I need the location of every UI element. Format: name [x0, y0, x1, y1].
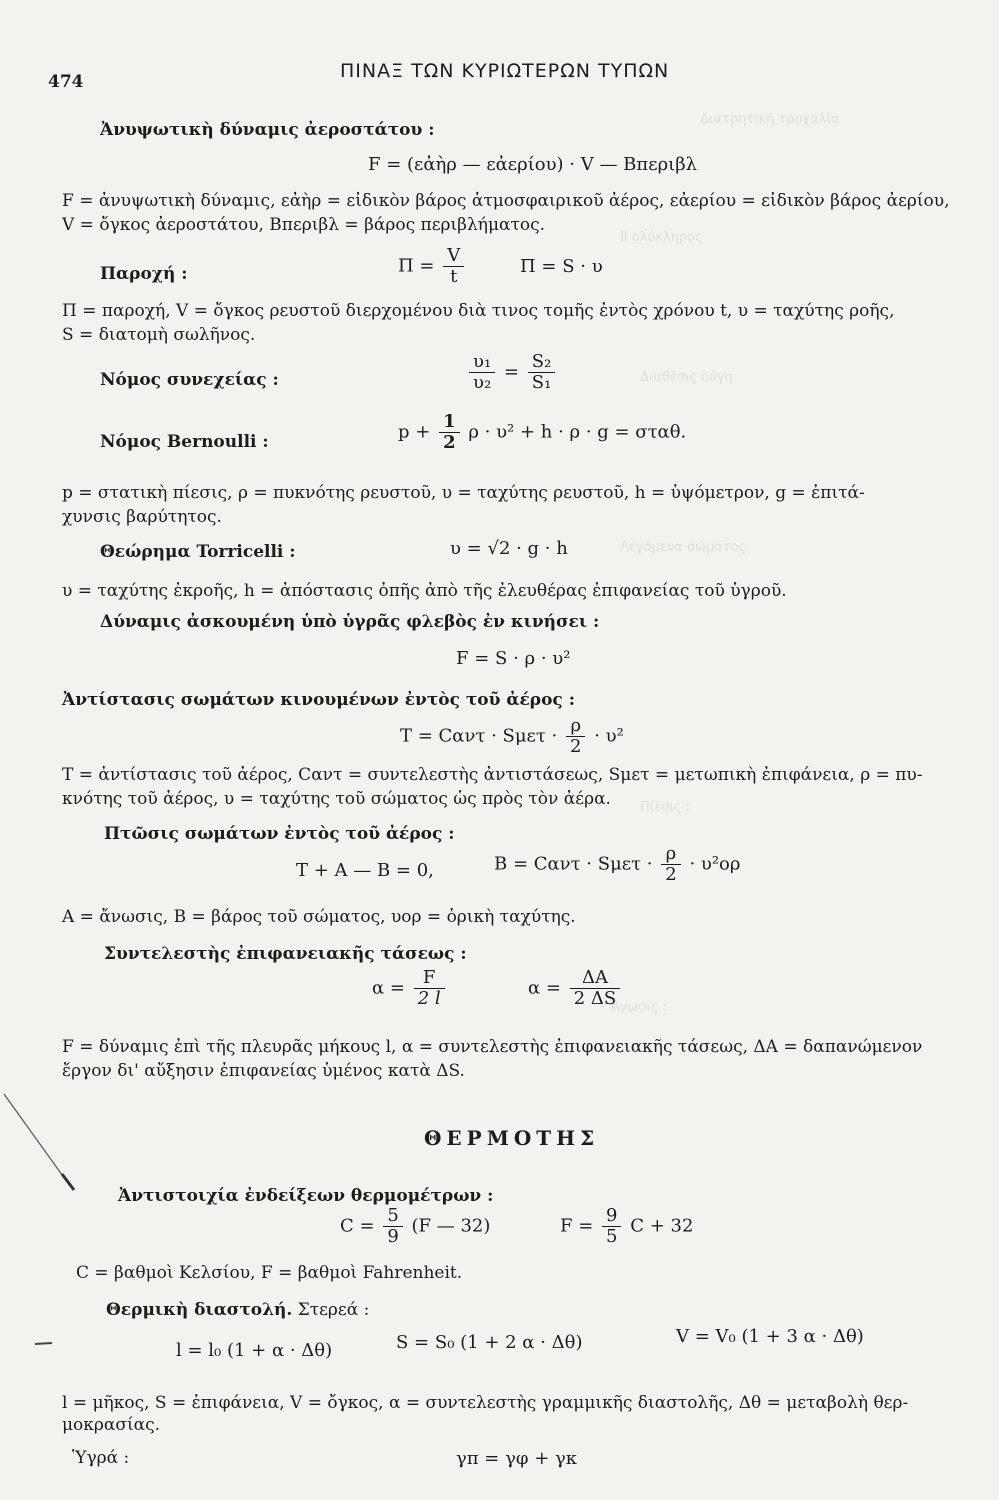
surface-formula-2-lhs: α =: [528, 977, 561, 999]
expansion-definition-line-1: l = μῆκος, S = ἐπιφάνεια, V = ὄγκος, α = συντελεστὴς γραμμικῆς διαστολῆς, Δθ = μεταβολὴ θερ-: [62, 1393, 909, 1413]
denominator: 2: [443, 432, 456, 453]
volume-expansion-formula: V = V₀ (1 + 3 α · Δθ): [676, 1326, 864, 1347]
fraction: [443, 246, 464, 287]
pencil-dash-icon: [34, 1340, 54, 1348]
surface-tension-heading: Συντελεστὴς ἐπιφανειακῆς τάσεως :: [104, 944, 467, 964]
buoyancy-definition-line-2: V = ὄγκος ἀεροστάτου, Bπεριβλ = βάρος περιβλήματος.: [62, 215, 546, 235]
drag-definition-line-2: κνότης τοῦ ἀέρος, υ = ταχύτης τοῦ σώματος ὡς πρὸς τὸν ἀέρα.: [62, 789, 611, 809]
celsius-formula: [340, 1206, 490, 1247]
flow-definition-line-2: S = διατομὴ σωλῆνος.: [62, 325, 256, 345]
flow-formula-1: [398, 246, 467, 287]
bernoulli-heading: Νόμος Bernoulli :: [100, 432, 269, 452]
fall-formula-2-suffix: · υ²ορ: [689, 853, 741, 875]
equals-sign: =: [503, 361, 519, 383]
fraction: [439, 412, 460, 453]
flow-definition-line-1: Π = παροχή, V = ὄγκος ρευστοῦ διερχομένου διὰ τινος τομῆς ἐντὸς χρόνου t, υ = ταχύτης ροῆς,: [62, 301, 895, 321]
linear-expansion-formula: l = l₀ (1 + α · Δθ): [176, 1340, 333, 1361]
fall-formula-2: [494, 844, 740, 885]
fraction: [469, 352, 495, 393]
running-title: ΠΙΝΑΞ ΤΩΝ ΚΥΡΙΩΤΕΡΩΝ ΤΥΠΩΝ: [340, 60, 670, 82]
torricelli-formula: υ = √2 · g · h: [450, 538, 568, 559]
celsius-formula-suffix: (F — 32): [411, 1215, 491, 1237]
bernoulli-formula-prefix: p +: [398, 421, 431, 443]
numerator: ρ: [661, 844, 680, 865]
torricelli-heading: Θεώρημα Torricelli :: [100, 542, 296, 562]
denominator: 2: [570, 736, 582, 757]
celsius-formula-lhs: C =: [340, 1215, 375, 1237]
page-number: 474: [48, 72, 84, 92]
fraction: [661, 844, 680, 885]
fraction: [570, 968, 621, 1009]
buoyancy-definition-line-1: F = ἀνυψωτικὴ δύναμις, εἀὴρ = εἰδικὸν βάρος ἀτμοσφαιρικοῦ ἀέρος, εἀερίου = εἰδικὸν βάρος ἀερίου,: [62, 191, 950, 211]
bleed-through: Διαθέσις ούγη: [640, 370, 733, 385]
fraction: [414, 968, 445, 1009]
denominator: 2 ΔS: [573, 988, 617, 1009]
numerator: 9: [602, 1206, 621, 1227]
numerator: V: [443, 246, 464, 267]
bleed-through: Διατρητικὴ τροχαλία: [700, 112, 840, 127]
liquids-formula: γπ = γφ + γκ: [456, 1448, 578, 1469]
drag-definition-line-1: T = ἀντίστασις τοῦ ἀέρος, Cαντ = συντελεστὴς ἀντιστάσεως, Sμετ = μετωπικὴ ἐπιφάνεια, ρ = πυ-: [62, 765, 923, 785]
pencil-mark-icon: [0, 1090, 110, 1200]
numerator: 1: [439, 412, 460, 433]
surface-formula-1-lhs: α =: [372, 977, 405, 999]
section-title: ΘΕΡΜΟΤΗΣ: [424, 1126, 600, 1150]
drag-formula: [400, 716, 624, 757]
bernoulli-formula-suffix: ρ · υ² + h · ρ · g = σταθ.: [468, 421, 687, 443]
denominator: 5: [606, 1226, 618, 1247]
jet-formula: F = S · ρ · υ²: [456, 648, 571, 669]
continuity-heading: Νόμος συνεχείας :: [100, 370, 279, 390]
bernoulli-formula: [398, 412, 686, 453]
numerator: F: [414, 968, 445, 989]
buoyancy-formula: F = (εἀὴρ — εἀερίου) · V — Bπεριβλ: [368, 154, 698, 175]
surface-tension-formula-1: [372, 968, 448, 1009]
fahrenheit-formula-suffix: C + 32: [630, 1215, 694, 1237]
numerator: S₂: [528, 352, 556, 373]
fall-definition: A = ἄνωσις, B = βάρος τοῦ σώματος, υορ = ὁρικὴ ταχύτης.: [62, 907, 576, 927]
fraction: [528, 352, 556, 393]
fraction: [602, 1206, 621, 1247]
fraction: [566, 716, 585, 757]
torricelli-definition: υ = ταχύτης ἐκροῆς, h = ἀπόστασις ὀπῆς ἀπὸ τῆς ἐλευθέρας ἐπιφανείας τοῦ ὑγροῦ.: [62, 581, 787, 601]
thermometers-heading: Ἀντιστοιχία ἐνδείξεων θερμομέτρων :: [118, 1186, 494, 1206]
bleed-through: Λεγόμενα σώματος: [620, 540, 747, 555]
fraction: [383, 1206, 402, 1247]
numerator: ΔA: [570, 968, 621, 989]
bernoulli-definition-line-2: χυνσις βαρύτητος.: [62, 507, 222, 527]
numerator: υ₁: [469, 352, 495, 373]
flow-formula-1-lhs: Π =: [398, 255, 435, 277]
flow-heading: Παροχή :: [100, 264, 188, 284]
bleed-through: Πίεσις :: [640, 800, 690, 815]
expansion-definition-line-2: μοκρασίας.: [62, 1415, 161, 1435]
drag-formula-prefix: T = Cαντ · Sμετ ·: [400, 725, 558, 747]
continuity-formula: [466, 352, 558, 393]
expansion-subheading: Στερεά :: [297, 1300, 370, 1320]
fall-formula-2-prefix: B = Cαντ · Sμετ ·: [494, 853, 653, 875]
fall-heading: Πτῶσις σωμάτων ἐντὸς τοῦ ἀέρος :: [104, 824, 455, 844]
buoyancy-heading: Ἀνυψωτικὴ δύναμις ἀεροστάτου :: [100, 120, 435, 140]
surface-tension-formula-2: [528, 968, 623, 1009]
drag-formula-suffix: · υ²: [594, 725, 624, 747]
denominator: 2: [665, 864, 677, 885]
fall-formula-1: T + A — B = 0,: [296, 860, 434, 881]
surface-tension-definition-line-1: F = δύναμις ἐπὶ τῆς πλευρᾶς μήκους l, α = συντελεστὴς ἐπιφανειακῆς τάσεως, ΔA = δαπανώμενον: [62, 1037, 923, 1057]
denominator: 9: [387, 1226, 399, 1247]
denominator: υ₂: [473, 372, 492, 393]
expansion-heading-line: [106, 1300, 369, 1320]
bleed-through: Ἄνωσις :: [610, 1000, 667, 1015]
flow-formula-2: Π = S · υ: [520, 256, 603, 277]
jet-heading: Δύναμις ἀσκουμένη ὑπὸ ὑγρᾶς φλεβὸς ἐν κινήσει :: [100, 612, 600, 632]
area-expansion-formula: S = S₀ (1 + 2 α · Δθ): [396, 1332, 583, 1353]
fahrenheit-formula-lhs: F =: [560, 1215, 594, 1237]
denominator: 2 l: [417, 988, 441, 1009]
bernoulli-definition-line-1: p = στατικὴ πίεσις, ρ = πυκνότης ρευστοῦ, υ = ταχύτης ρευστοῦ, h = ὑψόμετρον, g = ἐπιτά-: [62, 483, 865, 503]
denominator: t: [450, 266, 458, 287]
numerator: ρ: [566, 716, 585, 737]
bleed-through: ΙΙ ολόκληρος: [620, 230, 703, 245]
fahrenheit-formula: [560, 1206, 693, 1247]
expansion-heading: Θερμικὴ διαστολή.: [106, 1300, 293, 1320]
liquids-heading: Ὑγρά :: [72, 1448, 130, 1468]
surface-tension-definition-line-2: ἔργον δι' αὔξησιν ἐπιφανείας ὑμένος κατὰ ΔS.: [62, 1061, 465, 1081]
denominator: S₁: [531, 372, 552, 393]
drag-heading: Ἀντίστασις σωμάτων κινουμένων ἐντὸς τοῦ ἀέρος :: [62, 690, 575, 710]
thermometers-definition: C = βαθμοὶ Κελσίου, F = βαθμοὶ Fahrenheit.: [76, 1263, 463, 1283]
numerator: 5: [383, 1206, 402, 1227]
